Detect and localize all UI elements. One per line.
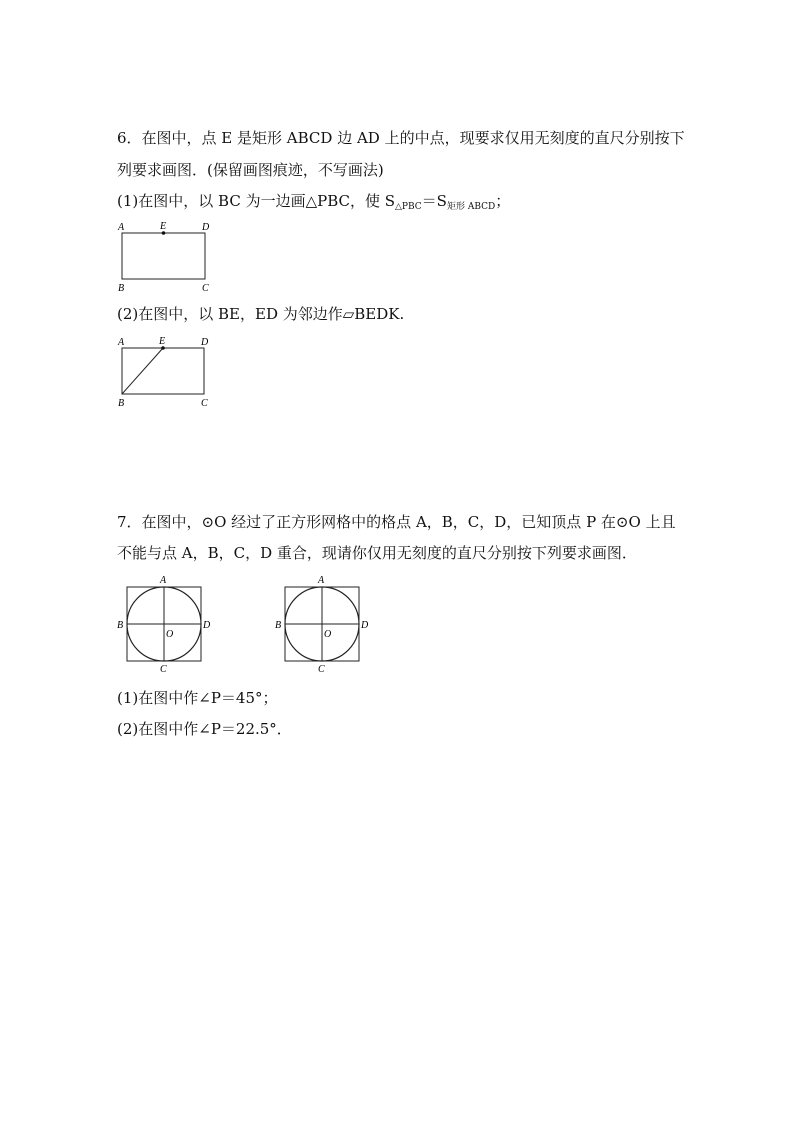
q6-intro-line1: 6．在图中，点 E 是矩形 ABCD 边 AD 上的中点，现要求仅用无刻度的直尺分别按下 xyxy=(117,129,685,147)
segment-be xyxy=(122,348,163,394)
label-c: C xyxy=(160,664,167,675)
label-e: E xyxy=(160,221,167,232)
q6-figure-2 xyxy=(112,333,222,413)
q7-intro-line2: 不能与点 A，B，C，D 重合，现请你仅用无刻度的直尺分别按下列要求画图． xyxy=(117,544,637,562)
label-d: D xyxy=(203,620,211,631)
q6-part1-end: ； xyxy=(495,192,511,210)
label-o: O xyxy=(166,629,174,640)
label-b: B xyxy=(118,398,125,409)
q6-figure-1 xyxy=(112,218,222,298)
label-c: C xyxy=(201,398,208,409)
label-a: A xyxy=(118,337,125,348)
q6-part2: (2)在图中，以 BE，ED 为邻边作▱BEDK. xyxy=(117,305,405,323)
q7-part2: (2)在图中作∠P＝22.5°． xyxy=(117,720,292,738)
q6-part1-eq: ＝S xyxy=(421,192,447,210)
q6-part1 xyxy=(117,191,510,217)
q6-part1-sub-triangle: △PBC xyxy=(395,202,422,212)
label-b: B xyxy=(117,620,124,631)
label-o: O xyxy=(324,629,332,640)
label-d: D xyxy=(202,222,210,233)
q7-figure-1 xyxy=(112,572,222,677)
q6-part1-text: (1)在图中，以 BC 为一边画△PBC，使 S xyxy=(117,192,396,210)
label-e: E xyxy=(159,336,166,347)
label-a: A xyxy=(118,222,125,233)
label-a: A xyxy=(160,575,167,586)
q7-figure-2 xyxy=(270,572,380,677)
label-d: D xyxy=(361,620,369,631)
q6-intro-line2: 列要求画图．(保留画图痕迹，不写画法) xyxy=(117,161,384,179)
label-d: D xyxy=(201,337,209,348)
label-c: C xyxy=(202,283,209,294)
label-b: B xyxy=(275,620,282,631)
rectangle-abcd xyxy=(122,233,205,279)
q6-part1-sub-rect: 矩形 ABCD xyxy=(446,202,496,212)
label-a: A xyxy=(318,575,325,586)
label-b: B xyxy=(118,283,125,294)
rectangle-abcd xyxy=(122,348,204,394)
q7-part1: (1)在图中作∠P＝45°； xyxy=(117,689,278,707)
label-c: C xyxy=(318,664,325,675)
q7-intro-line1: 7．在图中，⊙O 经过了正方形网格中的格点 A，B，C，D，已知顶点 P 在⊙O 上且 xyxy=(117,513,676,531)
